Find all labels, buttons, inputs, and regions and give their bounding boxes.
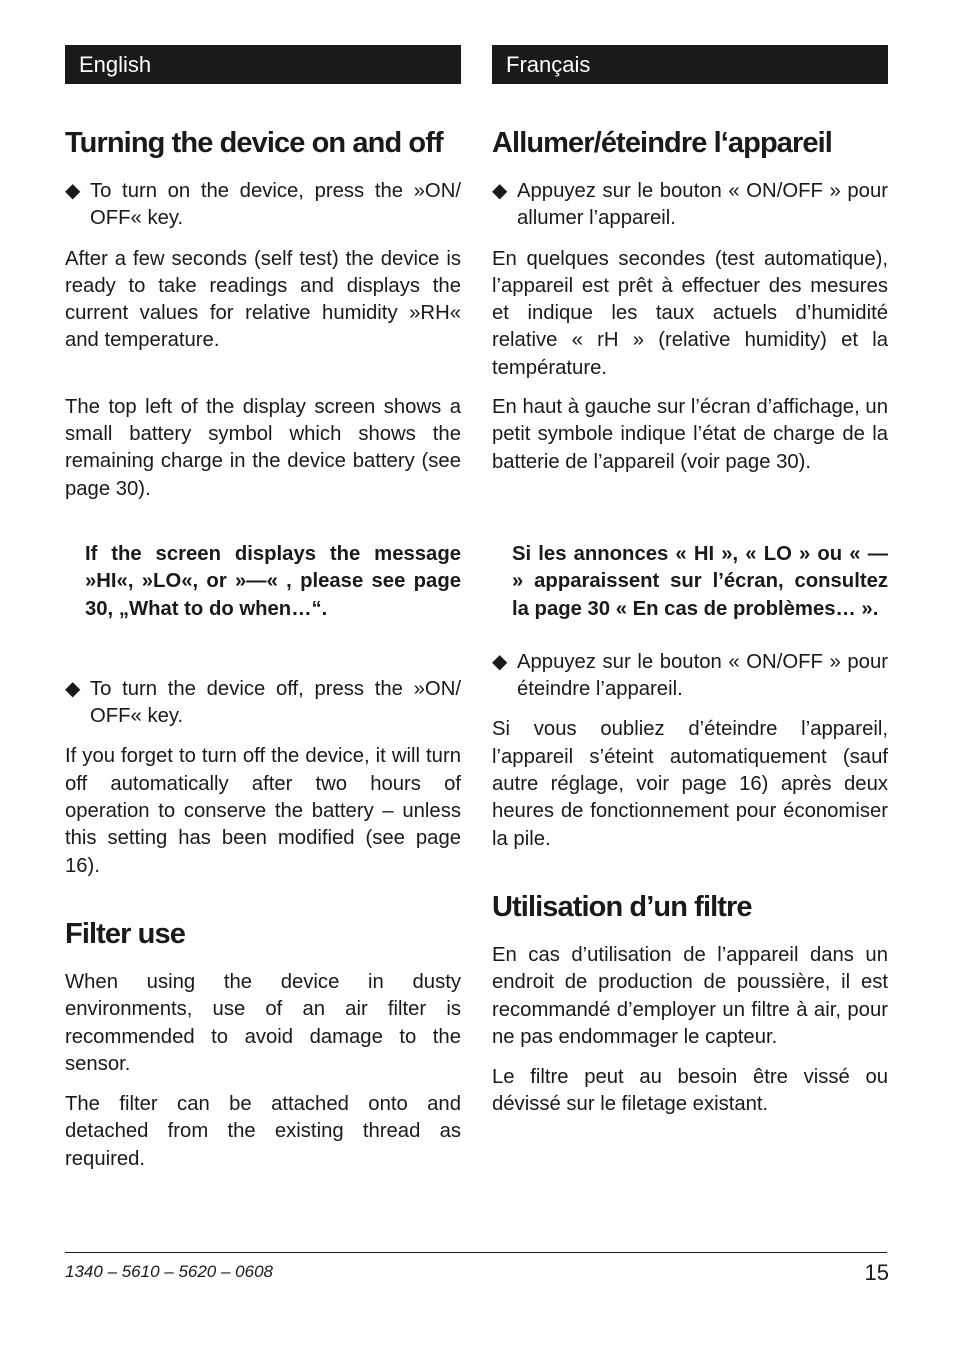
paragraph-auto-off: If you forget to turn off the device, it will turn off automatically after two hours of operation to conserve the battery – unless this setting has been modified (see page 16). xyxy=(65,745,461,877)
list-item-text: Appuyez sur le bouton « ON/OFF » pour allumer l’appareil. xyxy=(517,180,888,230)
language-header-french: Français xyxy=(492,45,888,84)
list-item-text: Appuyez sur le bouton « ON/OFF » pour éteindre l’appareil. xyxy=(517,650,888,701)
page-number: 15 xyxy=(864,1260,889,1285)
list-item-turn-off xyxy=(65,676,461,731)
list-item-turn-off xyxy=(492,649,888,704)
english-column xyxy=(65,45,461,1173)
footer-divider xyxy=(65,1252,887,1253)
diamond-bullet-icon: ◆ xyxy=(65,180,81,202)
language-header-english: English xyxy=(65,45,461,84)
french-column xyxy=(492,45,888,1119)
paragraph-battery: The top left of the display screen shows a small battery symbol which shows the remaining charge in the device battery (see page 30). xyxy=(65,395,461,500)
note-error-messages: If the screen displays the message »HI«, »LO«, or »—« , please see page 30, „What to do when…“. xyxy=(85,542,461,620)
paragraph-filter-use: En cas d’utilisation de l’appareil dans un endroit de production de poussière, il est recommandé d’employer un filtre à air, pour ne pas endommager le capteur. xyxy=(492,943,888,1048)
paragraph-filter-attach: Le filtre peut au besoin être vissé ou dévissé sur le filetage existant. xyxy=(492,1066,888,1116)
paragraph-self-test: After a few seconds (self test) the device is ready to take readings and displays the current values for relative humidity »RH« and temperature. xyxy=(65,247,461,352)
section-title-filter: Filter use xyxy=(65,917,185,950)
list-item-text: To turn on the device, press the »ON/ OFF« key. xyxy=(90,180,461,230)
diamond-bullet-icon: ◆ xyxy=(492,650,508,673)
diamond-bullet-icon: ◆ xyxy=(492,180,508,202)
diamond-bullet-icon: ◆ xyxy=(65,677,81,700)
document-code: 1340 – 5610 – 5620 – 0608 xyxy=(65,1262,273,1281)
paragraph-self-test: En quelques secondes (test automatique), l’appareil est prêt à effectuer des mesures et indique les taux actuels d’humidité relative « rH » (relative humidity) et la température. xyxy=(492,247,888,379)
paragraph-auto-off: Si vous oubliez d’éteindre l’appareil, l’appareil s’éteint automatiquement (sauf autre réglage, voir page 16) après deux heures de fonctionnement pour économiser la pile. xyxy=(492,718,888,850)
paragraph-filter-use: When using the device in dusty environments, use of an air filter is recommended to avoid damage to the sensor. xyxy=(65,970,461,1075)
list-item-text: To turn the device off, press the »ON/ OFF« key. xyxy=(90,677,461,728)
list-item-turn-on xyxy=(65,178,461,233)
paragraph-battery: En haut à gauche sur l’écran d’affichage, un petit symbole indique l’état de charge de la batterie de l’appareil (voir page 30). xyxy=(492,396,888,473)
paragraph-filter-attach: The filter can be attached onto and detached from the existing thread as required. xyxy=(65,1093,461,1170)
section-title-on-off: Turning the device on and off xyxy=(65,127,443,159)
section-title-on-off: Allumer/éteindre l‘appareil xyxy=(492,127,832,159)
note-error-messages: Si les annonces « HI », « LO » ou « — » apparaissent sur l’écran, consultez la page 30 « En cas de problèmes… ». xyxy=(512,542,888,620)
section-title-filter: Utilisation d’un filtre xyxy=(492,890,752,923)
list-item-turn-on xyxy=(492,178,888,233)
